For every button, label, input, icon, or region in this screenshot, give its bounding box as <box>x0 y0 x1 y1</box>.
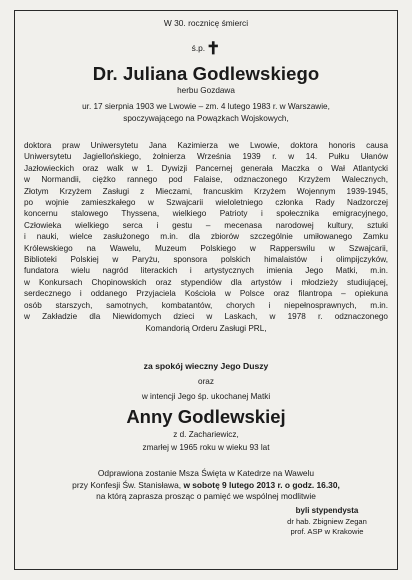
bio-line: i nauki, wielce zasłużonego m.in. dla zbiorów szczególnie umiłowanego Zamku <box>24 232 388 242</box>
bio-line: Biblioteki Polskiej w Paryżu, sponsora polskich himalaistów i olimpijczyków, <box>24 255 388 265</box>
biography <box>24 140 388 334</box>
mass-place: przy Konfesji Św. Stanisława, <box>72 479 184 490</box>
bio-line: Uniwersytetu Jagiellońskiego, żołnierza Września 1939 r. w 14. Pułku Ułanów <box>24 152 388 162</box>
bio-line: Komandorią Orderu Zasługi PRL, <box>145 323 267 333</box>
bio-line: fundatora wielu nagród literackich i artystycznych imienia Jego Matki, m.in. <box>24 266 388 276</box>
dates-line: ur. 17 sierpnia 1903 we Lwowie – zm. 4 lutego 1983 r. w Warszawie, <box>82 102 330 111</box>
bio-line: w Normandii, ciężko rannego pod Falaise, odznaczonego Krzyżem Walecznych, <box>24 175 388 185</box>
intention-line: w intencji Jego śp. ukochanej Matki <box>141 392 271 401</box>
signature-affiliation: prof. ASP w Krakowie <box>290 527 364 537</box>
mother-name: Anny Godlewskiej <box>126 406 286 427</box>
bio-line: serdecznego i oddanego Przyjaciela Kościoła w Polsce oraz filantropa – opiekuna <box>24 289 388 299</box>
cross-line <box>20 39 392 59</box>
bio-line: Jazłowieckich oraz walk w 1. Dywizji Pancernej generała Maczka o Wał Atlantycki <box>24 163 388 173</box>
bio-line: osób starszych, samotnych, kombatantów, chorych i niepełnosprawnych, m.in. <box>24 300 388 310</box>
deceased-name: Dr. Juliana Godlewskiego <box>92 63 320 84</box>
burial-line: spoczywającego na Powązkach Wojskowych, <box>123 113 289 123</box>
latin-cross-icon: ✝ <box>206 39 221 59</box>
bio-line: koncernu stalowego Thyssena, wielkiego Patrioty i społecznika emigracyjnego, <box>24 209 388 219</box>
cross-prefix: ś.p. <box>191 43 206 53</box>
bio-line: w Zakładzie dla Niewidomych dzieci w Laskach, w 1978 r. odznaczonego <box>24 312 388 322</box>
coat-of-arms-line: herbu Gozdawa <box>177 86 235 95</box>
dates-block <box>20 101 392 124</box>
bio-line: Złotym Krzyżem Zasługi z Mieczami, francuskim Krzyżem Wojennym 1939-1945, <box>24 186 388 196</box>
mass-date: w sobotę 9 lutego 2013 r. o godz. 16.30, <box>183 479 340 490</box>
signature-block <box>272 506 382 538</box>
bio-line: Królewskiego na Wawelu, Muzeum Polskiego w Rapperswilu w Szwajcarii, <box>24 243 388 253</box>
bio-line: doktora praw Uniwersytetu Jana Kazimierza we Lwowie, doktora honoris causa <box>24 141 388 150</box>
anniversary-line: W 30. rocznicę śmierci <box>163 18 249 28</box>
bio-line: w Konkursach Chopinowskich oraz stypendiów dla artystów i młodzieży studiującej, <box>24 277 388 287</box>
signature-title: byli stypendysta <box>295 506 359 515</box>
oraz-line: oraz <box>198 377 214 386</box>
peace-line: za spokój wieczny Jego Duszy <box>143 361 269 371</box>
maiden-name-line: z d. Zachariewicz, <box>173 430 239 439</box>
mass-line: Odprawiona zostanie Msza Święta w Katedrze na Wawelu <box>97 468 315 478</box>
death-line: zmarłej w 1965 roku w wieku 93 lat <box>142 443 270 452</box>
mass-announcement <box>20 468 392 503</box>
mass-line <box>20 480 392 492</box>
bio-line: Człowieka wielkiego serca i gestu – mecenasa narodowej kultury, sztuki <box>24 220 388 230</box>
signature-name: dr hab. Zbigniew Zegan <box>287 516 367 526</box>
bio-line: po wojnie zamieszkałego w Szwajcarii wieloletniego członka Rady Nadzorczej <box>24 198 388 208</box>
mass-line: na którą zaprasza prosząc o pamięć we wspólnej modlitwie <box>96 491 316 502</box>
